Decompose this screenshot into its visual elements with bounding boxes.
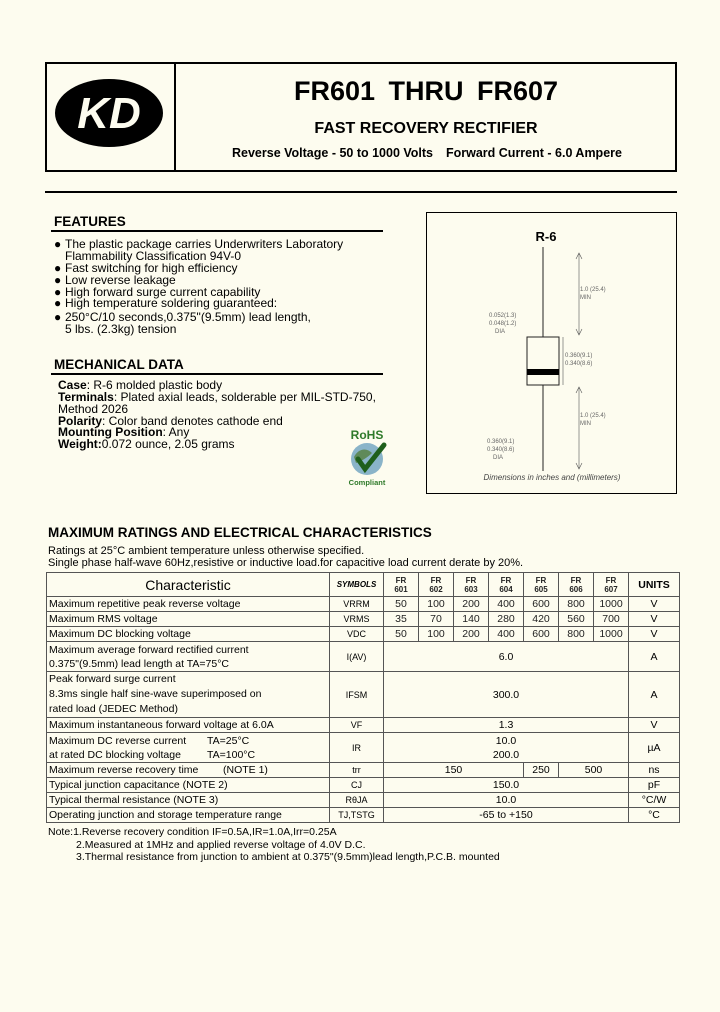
svg-text:1.0 (25.4): 1.0 (25.4) [580,413,606,419]
feature-item: ● High temperature soldering guaranteed: [54,296,278,310]
col-symbols: SYMBOLS [330,573,384,597]
mounting-spec: Mounting Position: Any [58,425,190,439]
kd-logo [54,78,164,148]
dimensions-note: Dimensions in inches and (millimeters) [483,473,621,482]
feature-item: ● 250°C/10 seconds,0.375"(9.5mm) lead length, [54,310,311,324]
terminals-spec: Terminals: Plated axial leads, solderable per MIL-STD-750, [58,390,376,404]
svg-text:0.340(8.6): 0.340(8.6) [565,361,593,367]
col-model: FR 603 [454,573,489,597]
note-1: Note:1.Reverse recovery condition IF=0.5A,IR=1.0A,Irr=0.25A [48,826,337,838]
notes [48,826,500,864]
header-rule [45,191,677,193]
svg-text:RoHS: RoHS [350,428,384,442]
col-model: FR 604 [489,573,524,597]
col-model: FR 607 [594,573,629,597]
table-row: Operating junction and storage temperature range TJ,TSTG -65 to +150 °C [47,808,680,823]
package-name: R-6 [535,229,557,244]
table-row: Typical thermal resistance (NOTE 3) RθJA 10.0 °C/W [47,793,680,808]
svg-text:MIN: MIN [580,421,591,427]
col-units: UNITS [629,573,680,597]
table-row: Maximum DC blocking voltage VDC 50 100 200 400 600 800 1000 V [47,627,680,642]
ratings-title: MAXIMUM RATINGS AND ELECTRICAL CHARACTERISTICS [48,525,432,540]
feature-item-continued: 5 lbs. (2.3kg) tension [65,322,177,336]
table-row: Maximum RMS voltage VRMS 35 70 140 280 420 560 700 V [47,612,680,627]
feature-item: ● Low reverse leakage [54,273,176,287]
svg-text:MIN: MIN [580,295,591,301]
page-title: FR601 THRU FR607 [293,76,559,106]
table-row: Maximum repetitive peak reverse voltage VRRM 50 100 200 400 600 800 1000 V [47,597,680,612]
r6-package-drawing [427,213,676,493]
feature-item: ● Fast switching for high efficiency [54,261,238,275]
svg-text:KD: KD [77,89,141,138]
col-model: FR 605 [524,573,559,597]
feature-item: ● High forward surge current capability [54,285,261,299]
svg-text:0.052(1.3): 0.052(1.3) [489,313,517,319]
table-row: Maximum DC reverse current TA=25°C at rated DC blocking voltage TA=100°C IR 10.0 200.0 µA [47,733,680,763]
table-row: Typical junction capacitance (NOTE 2) CJ 150.0 pF [47,778,680,793]
terminals-method: Method 2026 [58,402,129,416]
table-row: Maximum reverse recovery time (NOTE 1) trr 150 250 500 ns [47,763,680,778]
note-3: 3.Thermal resistance from junction to ambient at 0.375"(9.5mm)lead length,P.C.B. mounted [76,851,500,863]
svg-text:0.340(8.6): 0.340(8.6) [487,447,515,453]
table-row: Peak forward surge current 8.3ms single half sine-wave superimposed on rated load (JEDEC Method) IFSM 300.0 A [47,672,680,718]
forward-current-spec: Forward Current - 6.0 Ampere [446,146,622,160]
svg-text:0.048(1.2): 0.048(1.2) [489,321,517,327]
svg-text:DIA: DIA [495,329,506,335]
table-header-row [47,573,680,597]
table-row: Maximum average forward rectified current 0.375"(9.5mm) lead length at TA=75°C I(AV) 6.0 A [47,642,680,672]
case-spec: Case: R-6 molded plastic body [58,378,223,392]
table-row: Maximum instantaneous forward voltage at 6.0A VF 1.3 V [47,718,680,733]
weight-spec: Weight:0.072 ounce, 2.05 grams [58,437,235,451]
reverse-voltage-spec: Reverse Voltage - 50 to 1000 Volts [232,146,434,160]
col-model: FR 601 [384,573,419,597]
ratings-condition-2: Single phase half-wave 60Hz,resistive or inductive load.for capacitive load current derate by 20%. [48,557,524,569]
polarity-spec: Polarity: Color band denotes cathode end [58,414,283,428]
mechanical-heading: MECHANICAL DATA [54,357,184,372]
ratings-condition-1: Ratings at 25°C ambient temperature unless otherwise specified. [48,545,365,557]
page-subtitle: FAST RECOVERY RECTIFIER [314,120,538,137]
svg-text:0.360(9.1): 0.360(9.1) [487,439,515,445]
col-characteristic: Characteristic [47,573,330,597]
svg-text:0.360(9.1): 0.360(9.1) [565,353,593,359]
rohs-badge [344,427,390,489]
features-heading: FEATURES [54,214,126,229]
svg-text:Compliant: Compliant [348,478,386,487]
col-model: FR 606 [559,573,594,597]
svg-text:1.0 (25.4): 1.0 (25.4) [580,287,606,293]
svg-text:DIA: DIA [493,455,504,461]
col-model: FR 602 [419,573,454,597]
ratings-table [46,572,680,823]
mechanical-rule [51,373,383,375]
feature-item-continued: Flammability Classification 94V-0 [65,249,242,263]
feature-item: ● The plastic package carries Underwriters Laboratory [54,237,344,251]
note-2: 2.Measured at 1MHz and applied reverse voltage of 4.0V D.C. [76,838,366,851]
features-rule [51,230,383,232]
